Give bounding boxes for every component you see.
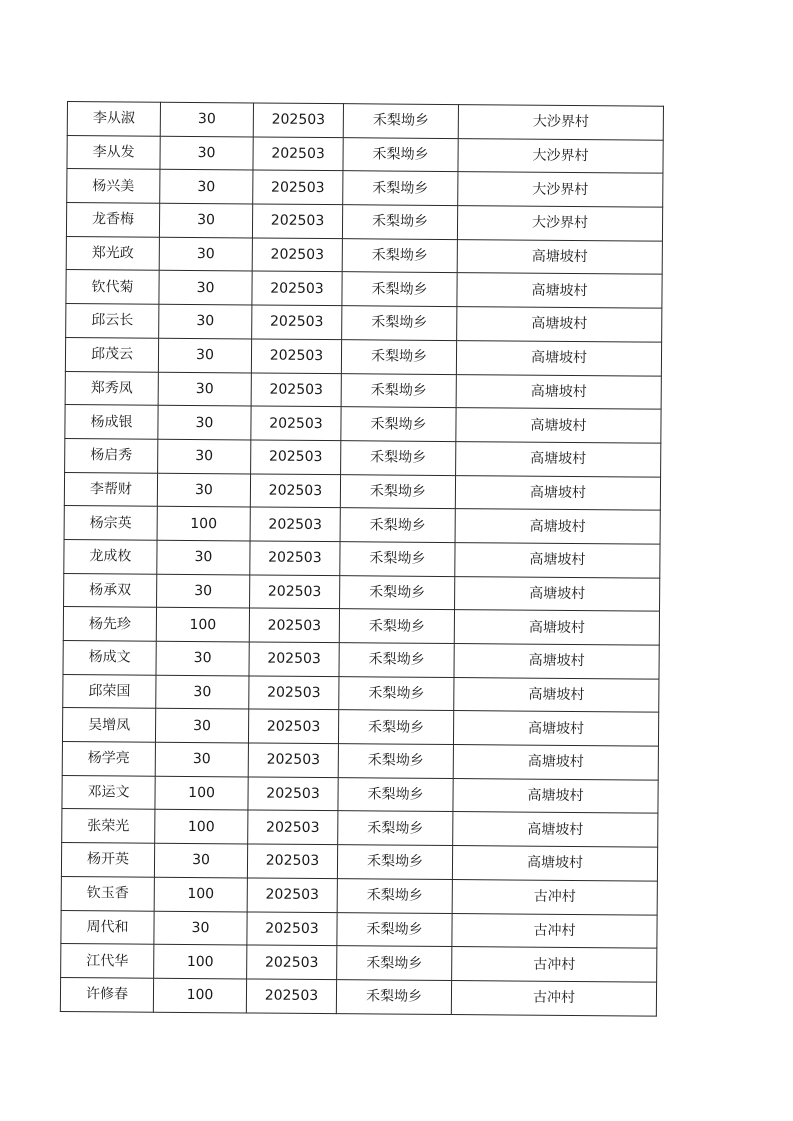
roster-table [60,101,664,1016]
township-cell: 禾梨坳乡 [337,878,452,913]
township-cell: 禾梨坳乡 [343,104,458,139]
village-cell: 高塘坡村 [455,509,660,544]
table-row [64,539,660,577]
name-cell: 邱云长 [66,304,159,338]
township-cell: 禾梨坳乡 [341,339,456,374]
township-cell: 禾梨坳乡 [339,676,454,711]
village-cell: 高塘坡村 [455,542,660,577]
township-cell: 禾梨坳乡 [341,441,456,476]
table-row [63,640,659,678]
period-cell: 202503 [253,170,343,204]
village-cell: 高塘坡村 [453,745,658,780]
township-cell: 禾梨坳乡 [342,272,457,307]
township-cell: 禾梨坳乡 [338,811,453,846]
table-row [63,607,659,645]
amount-cell: 30 [160,102,253,136]
township-cell: 禾梨坳乡 [338,777,453,812]
amount-cell: 100 [154,877,247,911]
table-row [62,742,658,780]
table-row [65,438,661,476]
name-cell: 杨启秀 [65,438,158,472]
village-cell: 高塘坡村 [454,677,659,712]
amount-cell: 30 [158,405,251,439]
village-cell: 大沙界村 [458,172,663,207]
amount-cell: 30 [158,372,251,406]
period-cell: 202503 [251,372,341,406]
period-cell: 202503 [249,642,339,676]
village-cell: 大沙界村 [458,138,663,173]
name-cell: 杨先珍 [63,607,156,641]
township-cell: 禾梨坳乡 [343,171,458,206]
period-cell: 202503 [246,979,336,1013]
table-row [64,506,660,544]
roster-table-body [60,102,663,1016]
name-cell: 杨宗英 [64,506,157,540]
name-cell: 杨成银 [65,405,158,439]
period-cell: 202503 [250,541,340,575]
township-cell: 禾梨坳乡 [341,407,456,442]
table-row [64,472,660,510]
table-row [65,337,661,375]
amount-cell: 30 [155,709,248,743]
amount-cell: 100 [157,506,250,540]
village-cell: 古冲村 [451,980,656,1015]
table-row [65,405,661,443]
township-cell: 禾梨坳乡 [336,980,451,1015]
amount-cell: 30 [160,170,253,204]
village-cell: 高塘坡村 [456,340,661,375]
township-cell: 禾梨坳乡 [342,306,457,341]
village-cell: 古冲村 [452,913,657,948]
name-cell: 龙成枚 [64,539,157,573]
table-row [61,910,657,948]
period-cell: 202503 [248,810,338,844]
table-row [62,775,658,813]
amount-cell: 30 [159,237,252,271]
amount-cell: 30 [157,473,250,507]
period-cell: 202503 [247,878,337,912]
table-row [67,102,663,140]
name-cell: 钦代菊 [66,270,159,304]
name-cell: 周代和 [61,910,154,944]
township-cell: 禾梨坳乡 [340,542,455,577]
village-cell: 高塘坡村 [453,812,658,847]
village-cell: 高塘坡村 [457,239,662,274]
table-row [67,169,663,207]
table-row [67,135,663,173]
village-cell: 大沙界村 [457,206,662,241]
amount-cell: 100 [155,776,248,810]
township-cell: 禾梨坳乡 [337,845,452,880]
amount-cell: 30 [154,843,247,877]
table-row [61,843,657,881]
period-cell: 202503 [252,238,342,272]
name-cell: 龙香梅 [66,203,159,237]
period-cell: 202503 [253,103,343,137]
village-cell: 高塘坡村 [455,576,660,611]
village-cell: 高塘坡村 [456,374,661,409]
village-cell: 高塘坡村 [452,846,657,881]
amount-cell: 100 [155,810,248,844]
township-cell: 禾梨坳乡 [338,710,453,745]
amount-cell: 100 [154,944,247,978]
amount-cell: 30 [158,439,251,473]
name-cell: 李从淑 [67,102,160,136]
name-cell: 李帮财 [64,472,157,506]
name-cell: 钦玉香 [61,876,154,910]
period-cell: 202503 [251,406,341,440]
name-cell: 邱荣国 [63,674,156,708]
amount-cell: 100 [153,978,246,1012]
amount-cell: 30 [154,911,247,945]
township-cell: 禾梨坳乡 [341,373,456,408]
name-cell: 杨开英 [61,843,154,877]
name-cell: 郑光政 [66,236,159,270]
table-row [65,371,661,409]
table-row [62,708,658,746]
township-cell: 禾梨坳乡 [340,474,455,509]
period-cell: 202503 [248,743,338,777]
period-cell: 202503 [248,777,338,811]
village-cell: 大沙界村 [458,105,663,140]
township-cell: 禾梨坳乡 [337,912,452,947]
township-cell: 禾梨坳乡 [340,575,455,610]
name-cell: 郑秀凤 [65,371,158,405]
township-cell: 禾梨坳乡 [337,946,452,981]
table-row [61,944,657,982]
period-cell: 202503 [250,474,340,508]
amount-cell: 30 [159,271,252,305]
table-row [64,573,660,611]
amount-cell: 30 [155,742,248,776]
table-row [62,809,658,847]
amount-cell: 30 [158,338,251,372]
township-cell: 禾梨坳乡 [340,508,455,543]
name-cell: 江代华 [61,944,154,978]
village-cell: 高塘坡村 [456,408,661,443]
period-cell: 202503 [253,137,343,171]
township-cell: 禾梨坳乡 [343,137,458,172]
name-cell: 李从发 [67,135,160,169]
period-cell: 202503 [250,575,340,609]
name-cell: 杨承双 [64,573,157,607]
name-cell: 杨成文 [63,640,156,674]
name-cell: 吴增凤 [62,708,155,742]
table-row [66,203,662,241]
amount-cell: 30 [156,675,249,709]
township-cell: 禾梨坳乡 [342,238,457,273]
table-row [66,270,662,308]
village-cell: 高塘坡村 [453,711,658,746]
name-cell: 张荣光 [62,809,155,843]
amount-cell: 30 [159,304,252,338]
table-row [60,977,656,1015]
township-cell: 禾梨坳乡 [342,205,457,240]
period-cell: 202503 [251,440,341,474]
period-cell: 202503 [252,305,342,339]
period-cell: 202503 [248,709,338,743]
period-cell: 202503 [247,911,337,945]
name-cell: 邱茂云 [65,337,158,371]
village-cell: 古冲村 [452,947,657,982]
amount-cell: 100 [156,608,249,642]
village-cell: 高塘坡村 [454,644,659,679]
township-cell: 禾梨坳乡 [339,643,454,678]
period-cell: 202503 [251,339,341,373]
village-cell: 高塘坡村 [456,441,661,476]
period-cell: 202503 [250,507,340,541]
township-cell: 禾梨坳乡 [339,609,454,644]
document-sheet [60,101,663,1016]
village-cell: 高塘坡村 [457,307,662,342]
period-cell: 202503 [252,204,342,238]
name-cell: 杨学亮 [62,742,155,776]
amount-cell: 30 [156,641,249,675]
name-cell: 邓运文 [62,775,155,809]
name-cell: 杨兴美 [67,169,160,203]
period-cell: 202503 [247,945,337,979]
name-cell: 许修春 [60,977,153,1011]
period-cell: 202503 [249,608,339,642]
table-row [66,304,662,342]
amount-cell: 30 [157,540,250,574]
village-cell: 高塘坡村 [454,610,659,645]
table-row [63,674,659,712]
amount-cell: 30 [157,574,250,608]
village-cell: 高塘坡村 [455,475,660,510]
period-cell: 202503 [252,271,342,305]
amount-cell: 30 [159,203,252,237]
village-cell: 高塘坡村 [457,273,662,308]
period-cell: 202503 [247,844,337,878]
table-row [66,236,662,274]
village-cell: 高塘坡村 [453,778,658,813]
period-cell: 202503 [249,676,339,710]
township-cell: 禾梨坳乡 [338,744,453,779]
village-cell: 古冲村 [452,879,657,914]
amount-cell: 30 [160,136,253,170]
table-row [61,876,657,914]
